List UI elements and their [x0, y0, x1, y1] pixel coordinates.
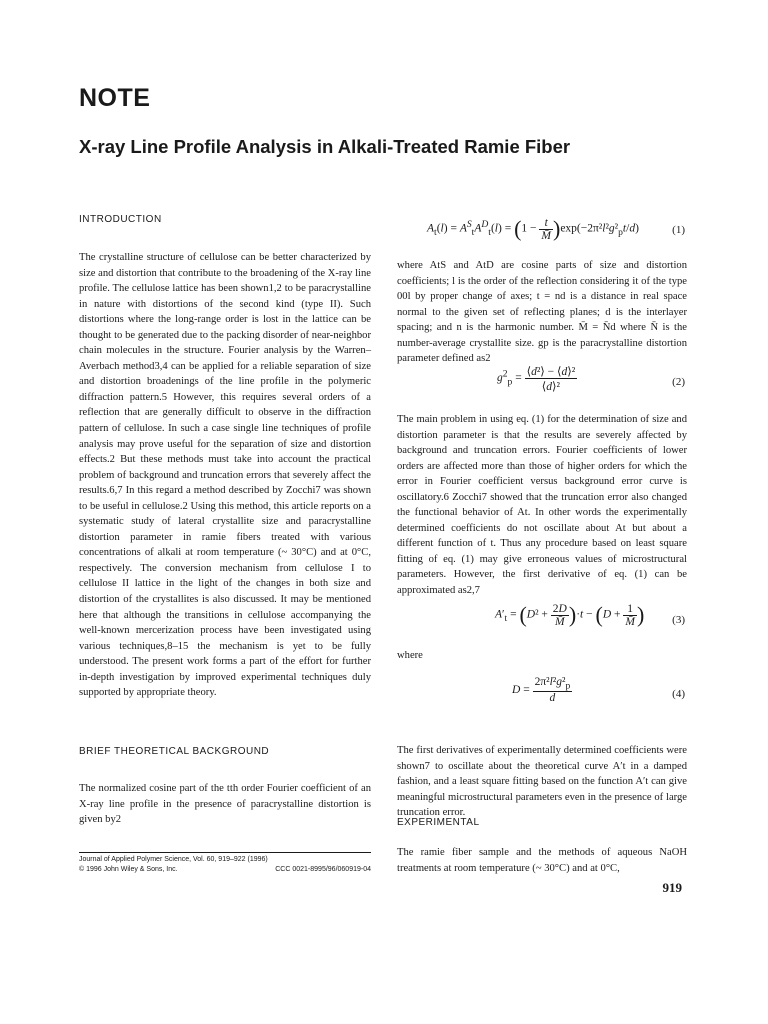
- background-paragraph: The normalized cosine part of the tth order Fourier coefficient of an X-ray line profile in the presence of paracrystalline distortion is given by2: [79, 783, 371, 826]
- equation-1: $A_t(l) = A^S_tA^D_t(l) = (1$ − $\frac{t}{M̄}$ )$\exp(-2\pi^2l^2g^2_pt/d)$ (1): [427, 216, 685, 242]
- background-heading: BRIEF THEORETICAL BACKGROUND: [79, 746, 270, 757]
- equation-3: $A'_t = (D^2$ + $\frac{2D}{M̄}$ )·t − (D + $\frac{1}{M̄}$ ) (3): [495, 602, 685, 628]
- footer-journal: Journal of Applied Polymer Science, Vol. 60, 919–922 (1996): [79, 856, 268, 863]
- equation-2-number: (2): [672, 376, 685, 388]
- footer-rule: [79, 852, 371, 853]
- where-label: where: [397, 650, 423, 661]
- footer-ccc: CCC 0021-8995/96/060919-04: [275, 866, 371, 873]
- footer-copyright: © 1996 John Wiley & Sons, Inc.: [79, 866, 178, 873]
- equation-3-number: (3): [672, 614, 685, 626]
- footer-citation: [79, 855, 371, 875]
- page-number: 919: [662, 880, 682, 895]
- equation-1-number: (1): [672, 224, 685, 236]
- article-title: X-ray Line Profile Analysis in Alkali-Treated Ramie Fiber: [79, 136, 571, 157]
- right-paragraph-3: The first derivatives of experimentally determined coefficients were shown7 to oscillate about the theoretical curve A′t in a damped fashion, and a least square fitting based on the function A′t can give meaningful microstructural parameters even in the presence of large truncation error.: [397, 745, 687, 819]
- equation-2: $g^2_p$ = $\frac{\text{⟨d²⟩ − ⟨d⟩²}}{\text{⟨d⟩²}}$ (2): [497, 366, 685, 393]
- right-paragraph-4: The ramie fiber sample and the methods of aqueous NaOH treatments at room temperature (~ 30°C) and at 0°C,: [397, 847, 687, 874]
- note-label: NOTE: [79, 84, 151, 112]
- experimental-heading: EXPERIMENTAL: [397, 817, 480, 828]
- right-paragraph-1: where AtS and AtD are cosine parts of size and distortion coefficients; l is the order of the reflection considering it of the type 00l by proper change of axes; t = nd is a distance in real space normal to the given set of reflecting planes; d is the interlayer spacing; and n is the harmonic number. M̄ = N̄d where N̄ is the number-average crystallite size. gp is the paracrystalline distortion parameter defined as2: [397, 260, 687, 365]
- equation-4-number: (4): [672, 688, 685, 700]
- introduction-paragraph: The crystalline structure of cellulose can be better characterized by size and distortion that contribute to the broadening of the X-ray line profile. The cellulose lattice has been shown1,2 to be paracrystalline in nature with distortions of the second kind (type II). Such distortions where the long-range order is lost in the lattice can be thought to be generated due to the packing disorder of near-neighbor chain molecules in the structure. Fourier analysis by the Warren–Averbach method3,4 can be applied for a reliable separation of size and distortion broadenings of the line profile in the polymeric diffraction pattern.5 However, this requires several orders of a reflection that are generally difficult to observe in the diffraction pattern of cellulose. In such a case single line techniques of profile analysis may prove useful for the separation of size and distortion effects.2 But these methods must take into account the practical problem of background and truncation errors that severely affect the results.6,7 In this regard a method described by Zocchi7 was shown to be useful in cellulose.2 Using this method, this article reports on a systematic study of lateral crystallite size and paracrystalline distortion parameter in ramie fibers treated with various concentrations of alkali at room temperature (~ 30°C) and at 0°C, respectively. The conversion mechanism from cellulose I to cellulose II lattice in the light of the changes in both size and distortion of the crystallites is also discussed. It may be mentioned here that although the transitions in cellulose accompanying the well-known mercerization process have been investigated using various techniques,8–15 the mechanism is yet to be fully understood. The present work forms a part of the effort for further in-depth investigation by improved experimental techniques duly supported by appropriate theory.: [79, 252, 371, 699]
- introduction-heading: INTRODUCTION: [79, 214, 162, 225]
- right-paragraph-2: The main problem in using eq. (1) for the determination of size and distortion parameter is that the results are severely affected by background and truncation errors. Fourier coefficients of lower orders are affected more than those of higher orders for which the error in Fourier coefficient versus background error curve is oscillatory.6 Zocchi7 showed that the truncation error also changed the functional behavior of At. In other words the experimentally determined coefficients do not oscillate about At but about a different function of t. Thus any procedure based on least square fitting of eq. (1) may give erroneous values of microstructural parameters. However, the first derivative of eq. (1) can be approximated as2,7: [397, 414, 687, 597]
- equation-4: D = $\frac{2\pi^2l^2g^2_p}{d}$ (4): [512, 676, 685, 705]
